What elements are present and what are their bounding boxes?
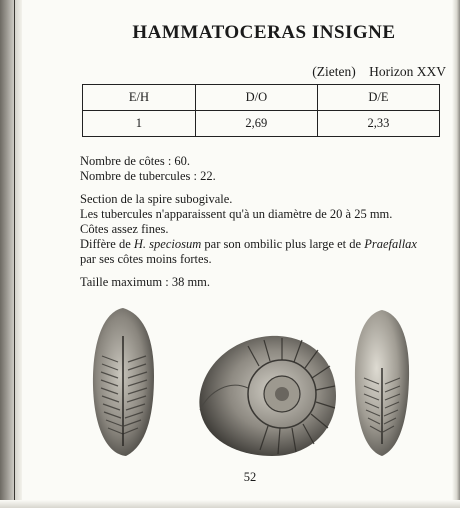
section-line: Section de la spire subogivale. [80,192,233,206]
author-name: (Zieten) [312,64,356,79]
table-header-de: D/E [317,85,439,111]
diff-genus: Praefallax [364,237,417,251]
horizon-label: Horizon XXV [369,64,446,79]
table-row [83,111,440,137]
page-edge-bottom [0,500,460,508]
table-cell-eh: 1 [83,111,196,137]
book-gutter [0,0,22,508]
table-cell-de: 2,33 [317,111,439,137]
ammonite-apertural-view-photo [352,308,412,458]
page-number: 52 [243,470,257,484]
page-title: HAMMATOCERAS INSIGNE [132,22,396,43]
max-size: Taille maximum : 38 mm. [80,275,211,289]
ribs-fine: Côtes assez fines. [80,222,169,236]
table-header-eh: E/H [83,85,196,111]
diff-species: H. speciosum [133,237,202,251]
ratio-table [82,84,440,137]
table-header-row [83,85,440,111]
ammonite-ventral-view-photo [88,306,158,458]
diff-text-2: par son ombilic plus large et de [201,237,365,251]
table-cell-do: 2,69 [195,111,317,137]
tubercles-count: Nombre de tubercules : 22. [80,169,216,183]
gutter-line [14,0,15,508]
difference-line-2: par ses côtes moins fortes. [80,252,212,266]
ammonite-lateral-view-photo [190,330,340,460]
description-text [80,154,450,290]
table-header-do: D/O [195,85,317,111]
page-edge-right [452,0,460,508]
diff-text-1: Diffère de [80,237,134,251]
difference-line [80,237,450,252]
author-horizon-line [312,64,446,80]
tubercles-note: Les tubercules n'apparaissent qu'à un diamètre de 20 à 25 mm. [80,207,393,221]
ribs-count: Nombre de côtes : 60. [80,154,191,168]
